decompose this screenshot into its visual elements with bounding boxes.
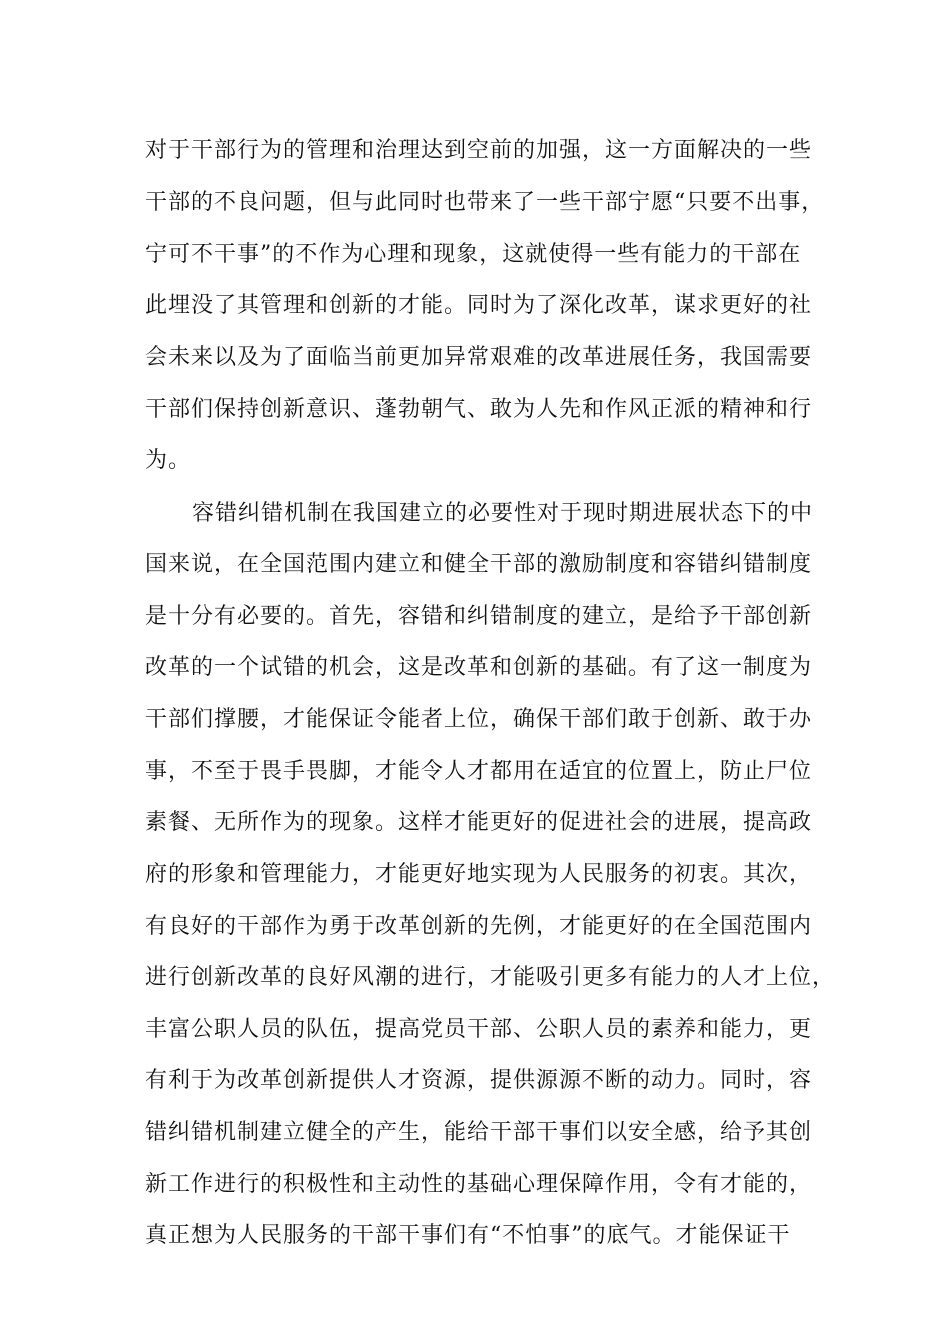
text-line: 干部们撑腰，才能保证令能者上位，确保干部们敢于创新、敢于办 [145,707,813,732]
text-line: 干部们保持创新意识、蓬勃朝气、敢为人先和作风正派的精神和行 [145,397,813,422]
text-line: 是十分有必要的。首先，容错和纠错制度的建立，是给予干部创新 [145,604,813,629]
text-line: 干部的不良问题，但与此同时也带来了一些干部宁愿“只要不出事， [145,190,825,215]
text-line: 素餐、无所作为的现象。这样才能更好的促进社会的进展，提高政 [145,810,813,835]
text-line: 会未来以及为了面临当前更加异常艰难的改革进展任务，我国需要 [145,345,813,370]
text-line: 进行创新改革的良好风潮的进行，才能吸引更多有能力的人才上位， [145,965,836,990]
text-line: 丰富公职人员的队伍，提高党员干部、公职人员的素养和能力，更 [145,1017,813,1042]
text-line: 错纠错机制建立健全的产生，能给干部干事们以安全感，给予其创 [145,1120,813,1145]
text-line: 宁可不干事”的不作为心理和现象，这就使得一些有能力的干部在 [145,242,802,267]
text-line: 改革的一个试错的机会，这是改革和创新的基础。有了这一制度为 [145,655,813,680]
text-line: 对于干部行为的管理和治理达到空前的加强，这一方面解决的一些 [145,138,813,163]
text-line: 国来说，在全国范围内建立和健全干部的激励制度和容错纠错制度 [145,552,813,577]
text-line: 事，不至于畏手畏脚，才能令人才都用在适宜的位置上，防止尸位 [145,759,813,784]
text-line: 真正想为人民服务的干部干事们有“不怕事”的底气。才能保证干 [145,1223,791,1248]
paragraph-start-line: 容错纠错机制在我国建立的必要性对于现时期进展状态下的中 [192,501,814,526]
text-line: 有良好的干部作为勇于改革创新的先例，才能更好的在全国范围内 [145,914,813,939]
text-line: 新工作进行的积极性和主动性的基础心理保障作用，令有才能的， [145,1172,813,1197]
text-line: 府的形象和管理能力，才能更好地实现为人民服务的初衷。其次， [145,862,813,887]
text-line: 此埋没了其管理和创新的才能。同时为了深化改革，谋求更好的社 [145,293,813,318]
text-line: 有利于为改革创新提供人才资源，提供源源不断的动力。同时，容 [145,1068,813,1093]
text-line: 为。 [145,448,192,473]
